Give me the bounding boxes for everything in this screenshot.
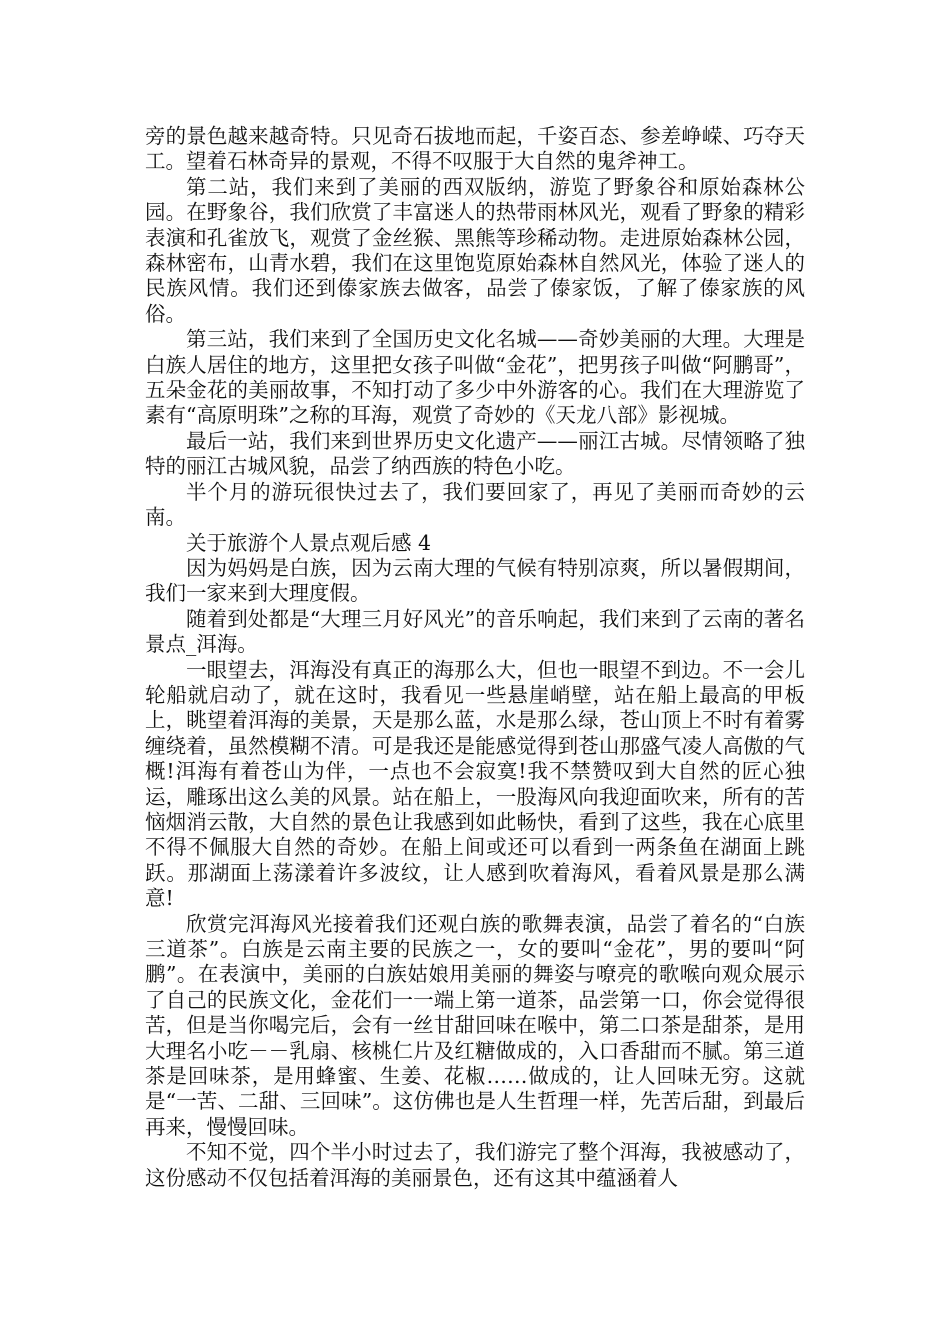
paragraph-10: 不知不觉，四个半小时过去了，我们游完了整个洱海，我被感动了，这份感动不仅包括着洱海的美丽景色，还有这其中蕴涵着人 [145, 1140, 805, 1190]
paragraph-2: 第二站，我们来到了美丽的西双版纳，游览了野象谷和原始森林公园。在野象谷，我们欣赏了丰富迷人的热带雨林风光，观看了野象的精彩表演和孔雀放飞，观赏了金丝猴、黑熊等珍稀动物。走进原始森林公园，森林密布，山青水碧，我们在这里饱览原始森林自然风光，体验了迷人的民族风情。我们还到傣家族去做客，品尝了傣家饭，了解了傣家族的风俗。 [145, 174, 805, 326]
paragraph-4: 最后一站，我们来到世界历史文化遗产——丽江古城。尽情领略了独特的丽江古城风貌，品尝了纳西族的特色小吃。 [145, 428, 805, 479]
paragraph-1: 旁的景色越来越奇特。只见奇石拔地而起，千姿百态、参差峥嵘、巧夺天工。望着石林奇异的景观，不得不叹服于大自然的鬼斧神工。 [145, 124, 805, 174]
paragraph-7: 随着到处都是“大理三月好风光”的音乐响起，我们来到了云南的著名景点_洱海。 [145, 606, 805, 657]
paragraph-5: 半个月的游玩很快过去了，我们要回家了，再见了美丽而奇妙的云南。 [145, 479, 805, 530]
paragraph-3: 第三站，我们来到了全国历史文化名城——奇妙美丽的大理。大理是白族人居住的地方，这里把女孩子叫做“金花”，把男孩子叫做“阿鹏哥”，五朵金花的美丽故事，不知打动了多少中外游客的心。我们在大理游览了素有“高原明珠”之称的耳海，观赏了奇妙的《天龙八部》影视城。 [145, 327, 805, 428]
document-page [145, 124, 805, 1191]
paragraph-8: 一眼望去，洱海没有真正的海那么大，但也一眼望不到边。不一会儿轮船就启动了，就在这时，我看见一些悬崖峭壁，站在船上最高的甲板上，眺望着洱海的美景，天是那么蓝，水是那么绿，苍山顶上不时有着雾缠绕着，虽然模糊不清。可是我还是能感觉得到苍山那盛气凌人高傲的气概!洱海有着苍山为伴，一点也不会寂寞!我不禁赞叹到大自然的匠心独运，雕琢出这么美的风景。站在船上，一股海风向我迎面吹来，所有的苦恼烟消云散，大自然的景色让我感到如此畅快，看到了这些，我在心底里不得不佩服大自然的奇妙。在船上间或还可以看到一两条鱼在湖面上跳跃。那湖面上荡漾着许多波纹，让人感到吹着海风，看着风景是那么满意! [145, 657, 805, 911]
paragraph-6: 因为妈妈是白族，因为云南大理的气候有特别凉爽，所以暑假期间，我们一家来到大理度假。 [145, 555, 805, 606]
section-heading: 关于旅游个人景点观后感 4 [186, 530, 432, 555]
paragraph-9: 欣赏完洱海风光接着我们还观白族的歌舞表演，品尝了着名的“白族三道茶”。白族是云南主要的民族之一，女的要叫“金花”，男的要叫“阿鹏”。在表演中，美丽的白族姑娘用美丽的舞姿与嘹亮的歌喉向观众展示了自己的民族文化，金花们一一端上第一道茶，品尝第一口，你会觉得很苦，但是当你喝完后，会有一丝甘甜回味在喉中，第二口茶是甜茶，是用大理名小吃－－乳扇、核桃仁片及红糖做成的，入口香甜而不腻。第三道茶是回味茶，是用蜂蜜、生姜、花椒……做成的，让人回味无穷。这就是“一苦、二甜、三回味”。这仿佛也是人生哲理一样，先苦后甜，到最后再来，慢慢回味。 [145, 911, 805, 1139]
